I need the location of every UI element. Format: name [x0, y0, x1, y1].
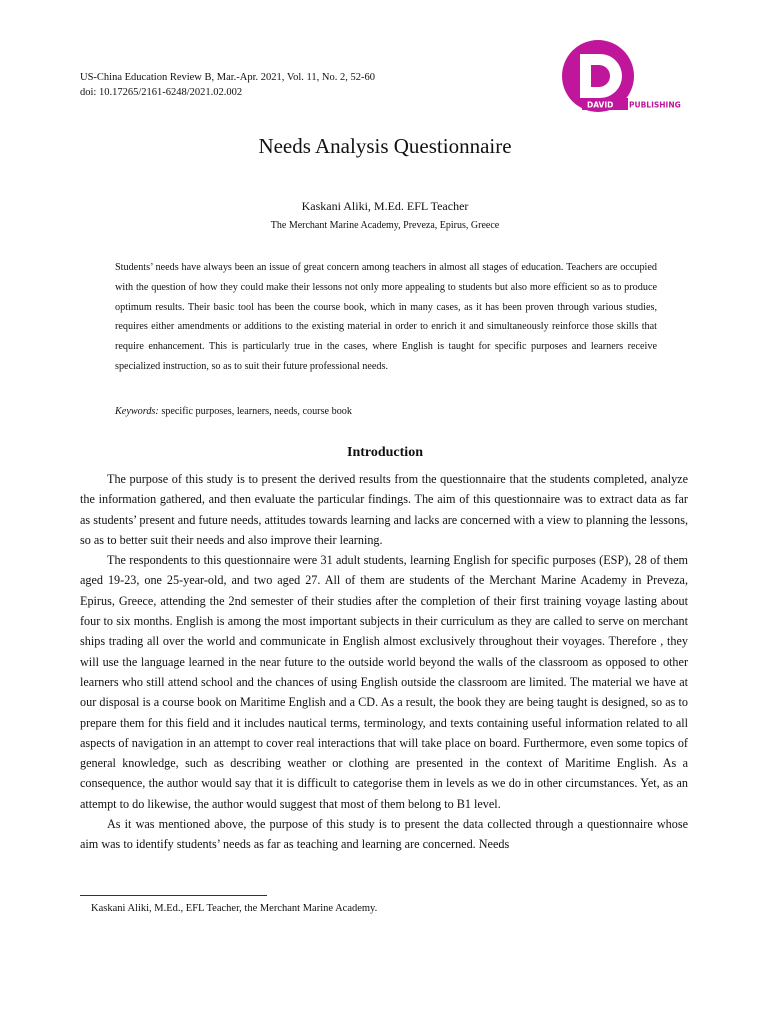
- affiliation: The Merchant Marine Academy, Preveza, Epirus, Greece: [270, 220, 500, 231]
- logo-text-left: DAVID: [587, 100, 614, 110]
- keywords: [115, 406, 352, 417]
- paragraph-2: The respondents to this questionnaire were 31 adult students, learning English for specific purposes (ESP), 28 of them aged 19-23, one 25-year-old, and two aged 27. All of them are students of the Merchant Marine Academy in Preveza, Epirus, Greece, attending the 2nd semester of their studies after the completion of their first training voyage lasting about four to six months. English is among the most important subjects in their curriculum as they are called to serve on merchant ships trading all over the world and communicate in English almost exclusively throughout their voyages. Therefore , they will use the language learned in the near future to the outside world beyond the walls of the classroom as opposed to other learners who still attend school and the chances of using English outside the classroom are limited. The material we have at our disposal is a course book on Maritime English and a CD. As a result, the book they are being taught is designed, so as to prepare them for this field and it includes nautical terms, terminology, and texts containing useful information related to all aspects of navigation in an attempt to cover real interactions that will take place on board. Furthermore, even some topics of general knowledge, such as describing weather or clothing are presented in the context of Maritime English. As a consequence, the author would say that it is difficult to categorise them in levels as we do in other circumstances. Yet, as an attempt to do likewise, the author would suggest that most of them belong to B1 level.: [80, 553, 688, 811]
- paragraph-3: As it was mentioned above, the purpose of this study is to present the data collected through a questionnaire whose aim was to identify students’ needs as far as teaching and learning are concerned. Needs: [80, 817, 688, 852]
- body-text: [80, 469, 688, 855]
- doi: doi: 10.17265/2161-6248/2021.02.002: [80, 87, 243, 98]
- abstract: Students’ needs have always been an issue of great concern among teachers in almost all stages of education. Teachers are occupied with the question of how they could make their lessons not only more appealing to students but also more efficient so as to produce optimum results. Their basic tool has been the course book, which in many cases, as it has been proven through various studies, requires either amendments or additions to the existing material in order to enrich it and simultaneously reinforce those skills that require enhancement. This is particularly true in the cases, where English is taught for specific purposes and learners receive specialized instruction, so as to suit their future professional needs.: [115, 262, 657, 372]
- section-heading-introduction: Introduction: [347, 445, 423, 460]
- publisher-logo: [556, 40, 696, 114]
- keywords-list: specific purposes, learners, needs, course book: [161, 406, 352, 417]
- paragraph-1: The purpose of this study is to present the derived results from the questionnaire that the students completed, analyze the information gathered, and then evaluate the particular findings. The aim of this questionnaire was to extract data as far as students’ present and future needs, attitudes towards learning and lacks are concerned with a view to planning the lessons, so as to better suit their needs and also improve their learning.: [80, 472, 688, 547]
- footnote-divider: [80, 895, 267, 896]
- author-line: Kaskani Aliki, M.Ed. EFL Teacher: [301, 199, 469, 213]
- journal-citation: US-China Education Review B, Mar.-Apr. 2021, Vol. 11, No. 2, 52-60: [80, 72, 375, 83]
- keywords-label: Keywords:: [115, 406, 159, 417]
- footnote: Kaskani Aliki, M.Ed., EFL Teacher, the Merchant Marine Academy.: [91, 903, 378, 914]
- paper-title: Needs Analysis Questionnaire: [258, 134, 512, 158]
- journal-info: [80, 70, 375, 100]
- logo-text-right: PUBLISHING: [629, 100, 681, 110]
